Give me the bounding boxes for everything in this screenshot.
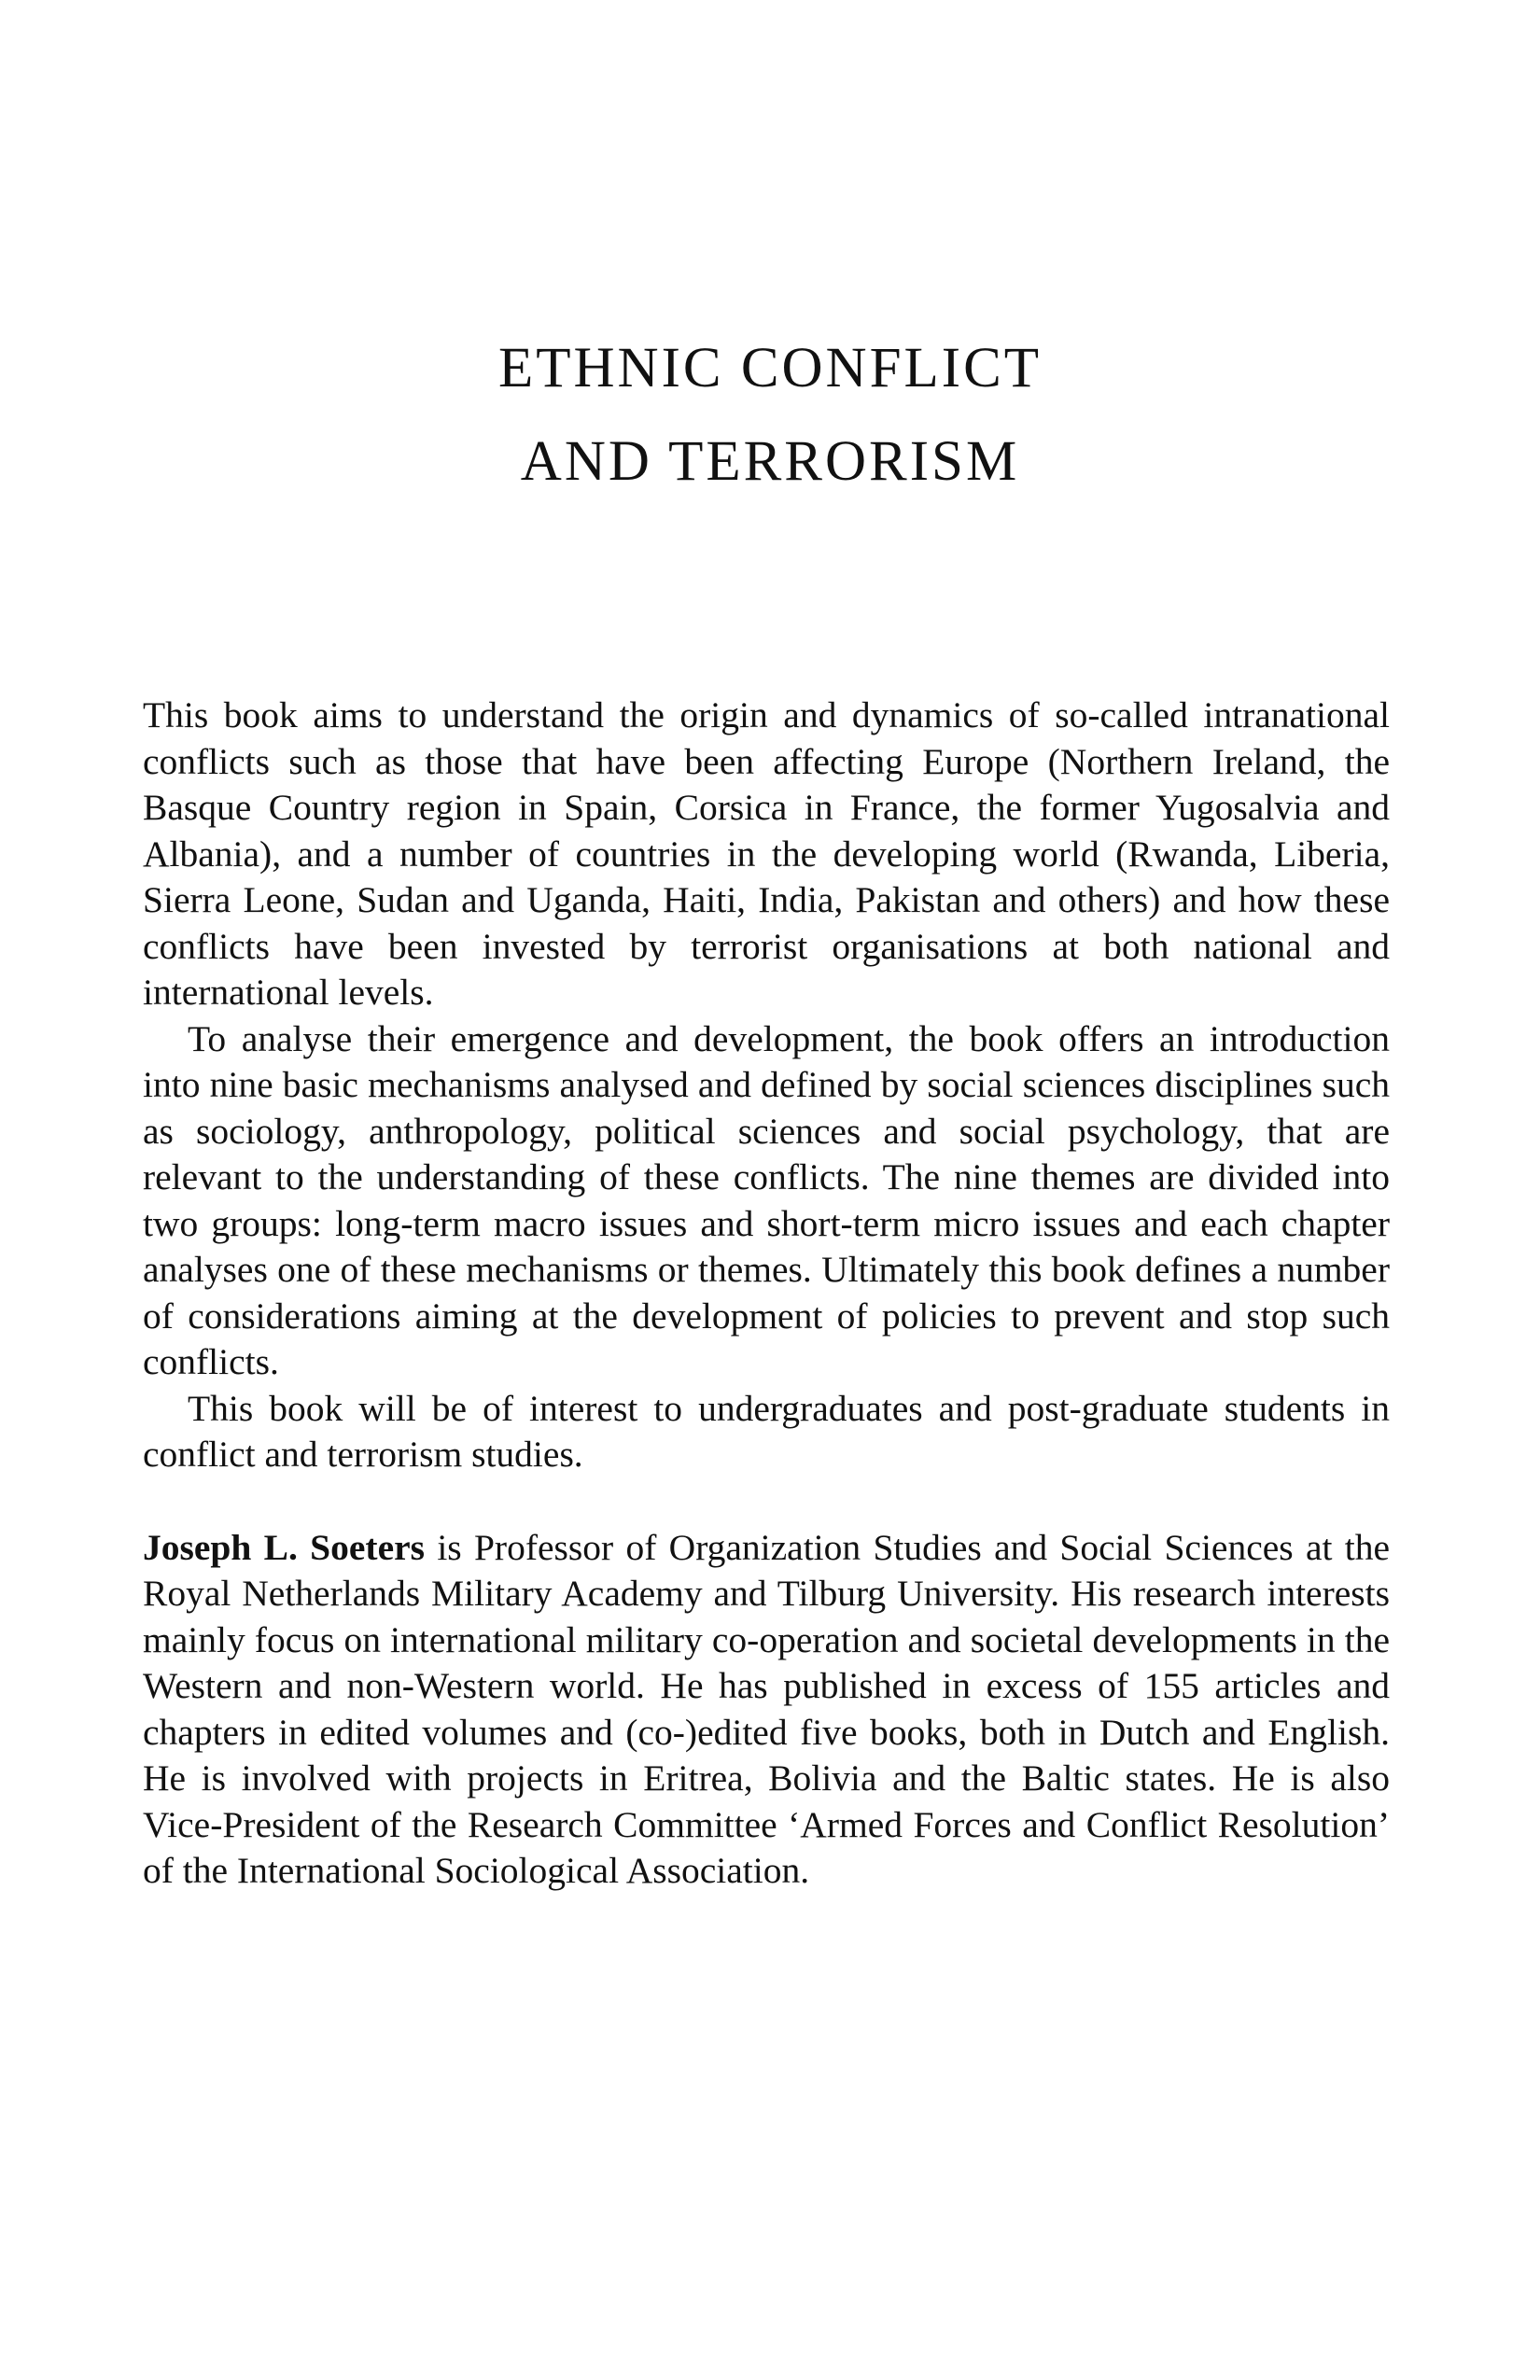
- author-name: Joseph L. Soeters: [143, 1526, 426, 1568]
- author-bio: [143, 1525, 1390, 1895]
- description-paragraph-3: This book will be of interest to undergraduates and post-graduate students in conflict and terrorism studies.: [143, 1387, 1390, 1475]
- book-title-line-2: AND TERRORISM: [520, 430, 1020, 493]
- book-title: [0, 322, 1540, 509]
- author-bio-text: is Professor of Organization Studies and Social Sciences at the Royal Netherlands Military Academy and Tilburg University. His research interests mainly focus on international military co-operation and societal developments in the Western and non-Western world. He has published in excess of 155 articles and chapters in edited volumes and (co-)edited five books, both in Dutch and English. He is involved with projects in Eritrea, Bolivia and the Baltic states. He is also Vice-President of the Research Committee ‘Armed Forces and Conflict Resolution’ of the International Sociological Association.: [143, 1526, 1391, 1891]
- book-description: [143, 693, 1390, 1895]
- description-paragraph-1: This book aims to understand the origin and dynamics of so-called intranational conflicts such as those that have been affecting Europe (Northern Ireland, the Basque Country region in Spain, Corsica in France, the former Yugosalvia and Albania), and a number of countries in the developing world (Rwanda, Liberia, Sierra Leone, Sudan and Uganda, Haiti, India, Pakistan and others) and how these conflicts have been invested by terrorist organisations at both national and international levels.: [143, 694, 1390, 1013]
- book-title-line-1: ETHNIC CONFLICT: [497, 337, 1043, 399]
- description-paragraph-2: To analyse their emergence and development, the book offers an introduction into nine basic mechanisms analysed and defined by social sciences disciplines such as sociology, anthropology, political sciences and social psychology, that are relevant to the understanding of these conflicts. The nine themes are divided into two groups: long-term macro issues and short-term micro issues and each chapter analyses one of these mechanisms or themes. Ultimately this book defines a number of considerations aiming at the development of policies to prevent and stop such conflicts.: [143, 1017, 1390, 1382]
